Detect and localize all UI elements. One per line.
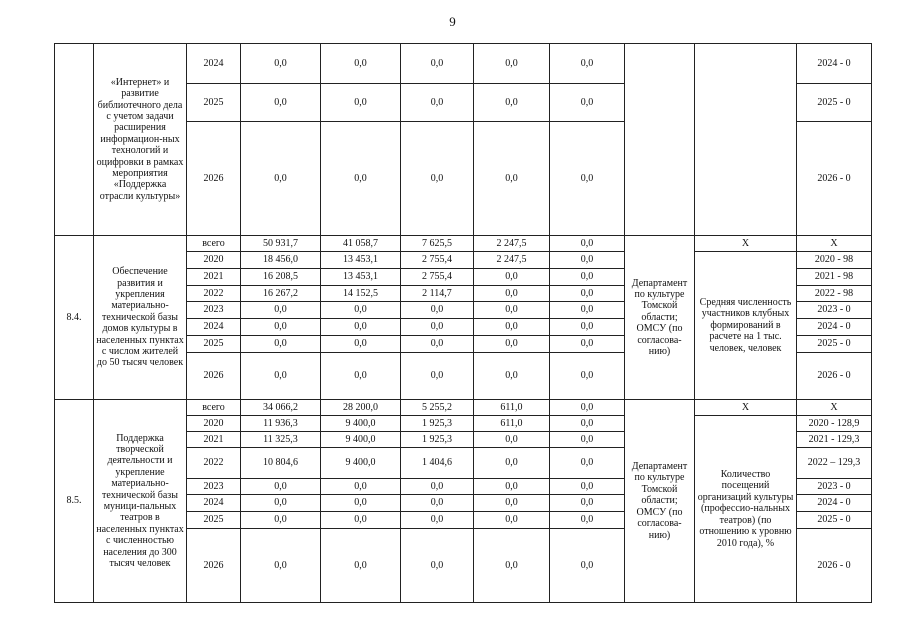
total-cell: 16 208,5 — [241, 269, 321, 286]
year-cell: 2024 — [187, 495, 241, 512]
value-cell: 14 152,5 — [321, 286, 401, 302]
value-cell: 0,0 — [401, 353, 474, 400]
year-cell: 2022 — [187, 448, 241, 479]
target-cell: 2024 - 0 — [797, 495, 872, 512]
value-cell: 0,0 — [550, 286, 625, 302]
value-cell: 0,0 — [401, 302, 474, 319]
target-cell: 2024 - 0 — [797, 319, 872, 336]
total-cell: 16 267,2 — [241, 286, 321, 302]
value-cell: 13 453,1 — [321, 269, 401, 286]
table-row — [55, 236, 872, 252]
value-cell: 0,0 — [550, 252, 625, 269]
value-cell: 0,0 — [550, 269, 625, 286]
total-cell: 0,0 — [241, 495, 321, 512]
total-cell: 0,0 — [241, 319, 321, 336]
value-cell: 611,0 — [474, 400, 550, 416]
target-cell: 2022 - 98 — [797, 286, 872, 302]
year-cell: 2023 — [187, 302, 241, 319]
value-cell: 2 755,4 — [401, 252, 474, 269]
year-cell: 2020 — [187, 252, 241, 269]
value-cell: 0,0 — [474, 302, 550, 319]
value-cell: 0,0 — [550, 319, 625, 336]
executor-cell: Департамент по культуре Томской области; ОМСУ (по согласова-нию) — [625, 236, 695, 400]
value-cell: 5 255,2 — [401, 400, 474, 416]
value-cell: 0,0 — [474, 336, 550, 353]
year-cell: 2026 — [187, 529, 241, 603]
total-cell: 0,0 — [241, 353, 321, 400]
value-cell: 0,0 — [474, 286, 550, 302]
activity-description: Обеспечение развития и укрепления материально-технической базы домов культуры в населенных пунктах с числом жителей до 50 тысяч человек — [94, 236, 187, 400]
value-cell: 0,0 — [401, 44, 474, 84]
value-cell: 0,0 — [550, 479, 625, 495]
value-cell: 0,0 — [550, 353, 625, 400]
value-cell: 1 925,3 — [401, 416, 474, 432]
value-cell: 0,0 — [321, 44, 401, 84]
year-cell: 2025 — [187, 512, 241, 529]
value-cell: 2 114,7 — [401, 286, 474, 302]
value-cell: 0,0 — [401, 122, 474, 236]
year-cell: 2025 — [187, 336, 241, 353]
target-cell: 2025 - 0 — [797, 336, 872, 353]
target-cell: 2020 - 128,9 — [797, 416, 872, 432]
value-cell: 0,0 — [474, 448, 550, 479]
value-cell: 0,0 — [550, 84, 625, 122]
executor-cell — [625, 44, 695, 236]
total-cell: 0,0 — [241, 529, 321, 603]
value-cell: 0,0 — [550, 448, 625, 479]
value-cell: 0,0 — [321, 353, 401, 400]
total-cell: 18 456,0 — [241, 252, 321, 269]
page-number: 9 — [449, 14, 456, 29]
value-cell: 0,0 — [474, 495, 550, 512]
value-cell: 0,0 — [321, 336, 401, 353]
target-cell: 2024 - 0 — [797, 44, 872, 84]
year-cell: всего — [187, 236, 241, 252]
target-cell: 2022 – 129,3 — [797, 448, 872, 479]
value-cell: 611,0 — [474, 416, 550, 432]
section-id-cell: 8.4. — [55, 236, 94, 400]
value-cell: 0,0 — [550, 529, 625, 603]
year-cell: 2024 — [187, 44, 241, 84]
target-cell: Х — [797, 236, 872, 252]
year-cell: 2021 — [187, 432, 241, 448]
value-cell: 0,0 — [550, 416, 625, 432]
value-cell: 0,0 — [474, 353, 550, 400]
value-cell: 2 247,5 — [474, 236, 550, 252]
year-cell: 2026 — [187, 353, 241, 400]
total-cell: 11 325,3 — [241, 432, 321, 448]
year-cell: 2022 — [187, 286, 241, 302]
value-cell: 0,0 — [321, 479, 401, 495]
indicator-x-cell: Х — [695, 400, 797, 416]
budget-table — [54, 43, 872, 603]
value-cell: 0,0 — [321, 529, 401, 603]
value-cell: 0,0 — [550, 432, 625, 448]
indicator-cell: Количество посещений организаций культуры (профессио-нальных театров) (по отношению к уровню 2010 года), % — [695, 416, 797, 603]
value-cell: 13 453,1 — [321, 252, 401, 269]
value-cell: 28 200,0 — [321, 400, 401, 416]
target-cell: 2025 - 0 — [797, 512, 872, 529]
section-id-cell — [55, 44, 94, 236]
executor-cell: Департамент по культуре Томской области; ОМСУ (по согласова-нию) — [625, 400, 695, 603]
value-cell: 0,0 — [474, 479, 550, 495]
value-cell: 0,0 — [550, 512, 625, 529]
year-cell: 2021 — [187, 269, 241, 286]
value-cell: 0,0 — [401, 479, 474, 495]
activity-description: Поддержка творческой деятельности и укрепление материально-технической базы муници-пальных театров в населенных пунктах с численностью населения до 300 тысяч человек — [94, 400, 187, 603]
total-cell: 0,0 — [241, 512, 321, 529]
total-cell: 0,0 — [241, 336, 321, 353]
value-cell: 0,0 — [550, 122, 625, 236]
value-cell: 0,0 — [321, 122, 401, 236]
table-row — [55, 44, 872, 84]
target-cell: 2021 - 129,3 — [797, 432, 872, 448]
value-cell: 41 058,7 — [321, 236, 401, 252]
total-cell: 0,0 — [241, 44, 321, 84]
year-cell: 2024 — [187, 319, 241, 336]
indicator-cell: Средняя численность участников клубных формирований в расчете на 1 тыс. человек, человек — [695, 252, 797, 400]
value-cell: 1 404,6 — [401, 448, 474, 479]
total-cell: 50 931,7 — [241, 236, 321, 252]
indicator-x-cell: Х — [695, 236, 797, 252]
value-cell: 0,0 — [474, 44, 550, 84]
total-cell: 11 936,3 — [241, 416, 321, 432]
section-id-cell: 8.5. — [55, 400, 94, 603]
value-cell: 2 247,5 — [474, 252, 550, 269]
activity-description: «Интернет» и развитие библиотечного дела с учетом задачи расширения информацион-ных технологий и оцифровки в рамках мероприятия «Поддержка отрасли культуры» — [94, 44, 187, 236]
value-cell: 0,0 — [401, 529, 474, 603]
target-cell: 2021 - 98 — [797, 269, 872, 286]
target-cell: Х — [797, 400, 872, 416]
value-cell: 0,0 — [321, 302, 401, 319]
value-cell: 9 400,0 — [321, 432, 401, 448]
value-cell: 0,0 — [474, 84, 550, 122]
value-cell: 0,0 — [474, 122, 550, 236]
value-cell: 9 400,0 — [321, 416, 401, 432]
value-cell: 0,0 — [474, 529, 550, 603]
value-cell: 0,0 — [474, 432, 550, 448]
value-cell: 0,0 — [401, 336, 474, 353]
value-cell: 0,0 — [321, 512, 401, 529]
value-cell: 0,0 — [401, 495, 474, 512]
value-cell: 0,0 — [550, 400, 625, 416]
total-cell: 34 066,2 — [241, 400, 321, 416]
value-cell: 0,0 — [474, 269, 550, 286]
year-cell: 2026 — [187, 122, 241, 236]
value-cell: 0,0 — [401, 84, 474, 122]
value-cell: 2 755,4 — [401, 269, 474, 286]
target-cell: 2020 - 98 — [797, 252, 872, 269]
total-cell: 0,0 — [241, 479, 321, 495]
value-cell: 0,0 — [550, 302, 625, 319]
value-cell: 0,0 — [550, 495, 625, 512]
value-cell: 0,0 — [401, 319, 474, 336]
target-cell: 2026 - 0 — [797, 122, 872, 236]
target-cell: 2025 - 0 — [797, 84, 872, 122]
value-cell: 0,0 — [474, 512, 550, 529]
value-cell: 0,0 — [321, 495, 401, 512]
target-cell: 2026 - 0 — [797, 529, 872, 603]
year-cell: 2023 — [187, 479, 241, 495]
value-cell: 0,0 — [550, 336, 625, 353]
value-cell: 0,0 — [550, 44, 625, 84]
value-cell: 1 925,3 — [401, 432, 474, 448]
year-cell: 2025 — [187, 84, 241, 122]
year-cell: 2020 — [187, 416, 241, 432]
value-cell: 0,0 — [550, 236, 625, 252]
target-cell: 2026 - 0 — [797, 353, 872, 400]
value-cell: 0,0 — [401, 512, 474, 529]
value-cell: 9 400,0 — [321, 448, 401, 479]
value-cell: 0,0 — [321, 319, 401, 336]
total-cell: 10 804,6 — [241, 448, 321, 479]
total-cell: 0,0 — [241, 84, 321, 122]
total-cell: 0,0 — [241, 122, 321, 236]
value-cell: 7 625,5 — [401, 236, 474, 252]
value-cell: 0,0 — [321, 84, 401, 122]
year-cell: всего — [187, 400, 241, 416]
target-cell: 2023 - 0 — [797, 302, 872, 319]
value-cell: 0,0 — [474, 319, 550, 336]
table-row — [55, 400, 872, 416]
target-cell: 2023 - 0 — [797, 479, 872, 495]
indicator-cell — [695, 44, 797, 236]
total-cell: 0,0 — [241, 302, 321, 319]
